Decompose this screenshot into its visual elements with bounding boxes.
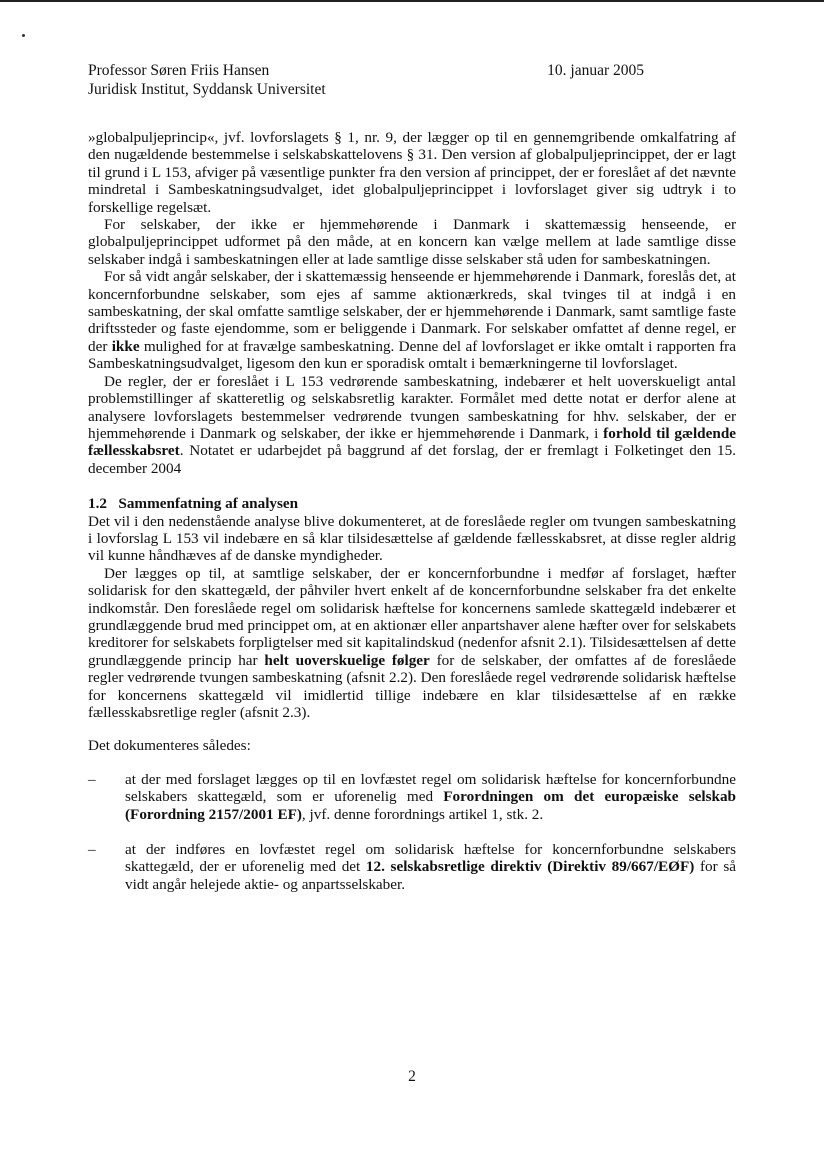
list-item [88, 841, 736, 893]
paragraph-text: . Notatet er udarbejdet på baggrund af det forslag, der er fremlagt i Folketinget den 15. december 2004 [88, 442, 736, 477]
paragraph-text: Der lægges op til, at samtlige selskaber, der er koncernforbundne i medfør af forslaget, hæfter solidarisk for den skattegæld, der påhviler hvert enkelt af de koncernforbundne selskaber fra det enkelte indkomstår. Den foreslåede regel om solidarisk hæftelse for koncernens samlede skattegæld indebærer et grundlæggende brud med princippet om, at en aktionær eller anpartshaver alene hæfter over for selskabets kreditorer for selskabets forpligtelser med sit kapitalindskud (nedenfor afsnit 2.1). Tilsidesættelsen af dette grundlæggende princip har [88, 564, 736, 669]
paragraph [88, 268, 736, 372]
list-item [88, 771, 736, 823]
emphasis-text: forhold til gældende fællesskabsret [88, 424, 737, 460]
emphasis-text: helt uoverskuelige følger [264, 651, 430, 669]
scan-border-line [0, 0, 824, 2]
paragraph [88, 565, 736, 722]
paragraph: For selskaber, der ikke er hjemmehørende i Danmark i skattemæssig henseende, er globalpuljeprincippet udformet på den måde, at en koncern kan vælge mellem at lade samtlige disse selskaber indgå i sambeskatningen eller at lade samtlige disse selskaber stå uden for sambeskatningen. [88, 216, 736, 268]
list-item-text: at der med forslaget lægges op til en lovfæstet regel om solidarisk hæftelse for koncernforbundne selskabers skattegæld, som er uforenelig med [125, 770, 736, 806]
section-heading: 1.2 Sammenfatning af analysen [88, 495, 299, 513]
page-header [88, 61, 736, 99]
document-body [88, 129, 736, 911]
bullet-list [88, 771, 736, 893]
dash-marker: – [88, 841, 96, 859]
paragraph: Det dokumenteres således: [88, 737, 251, 755]
emphasis-text: 12. selskabsretlige direktiv (Direktiv 89/667/EØF) [365, 858, 695, 876]
emphasis-text: ikke [111, 337, 140, 355]
list-item-text: for så vidt angår helejede aktie- og anpartsselskaber. [125, 858, 736, 893]
paragraph: Det vil i den nedenstående analyse blive dokumenteret, at de foreslåede regler om tvungen sambeskatning i lovforslag L 153 vil indebære en så klar tilsidesættelse af gældende fællesskabsret, at disse regler aldrig vil kunne håndhæves af de danske myndigheder. [88, 512, 736, 565]
paragraph-text: De regler, der er foreslået i L 153 vedrørende sambeskatning, indebærer et helt uoverskueligt antal problemstillinger af skatteretlig og selskabsretlig karakter. Formålet med dette notat er derfor alene at analysere lovforslagets bestemmelser vedrørende tvungen sambeskatning for hhv. selskaber, der er hjemmehørende i Danmark og selskaber, der ikke er hjemmehørende i Danmark, i [88, 372, 736, 442]
list-item-text: at der indføres en lovfæstet regel om solidarisk hæftelse for koncernforbundne selskabers skattegæld, der er uforenelig med det [125, 841, 736, 876]
document-date: 10. januar 2005 [547, 62, 644, 79]
paragraph [88, 373, 736, 477]
paragraph-text: mulighed for at fravælge sambeskatning. Denne del af lovforslaget er ikke omtalt i rapporten fra Sambeskatningsudvalget, ligesom den kun er sporadisk omtalt i bemærkningerne til lovforslaget. [88, 337, 736, 373]
page-number: 2 [408, 1068, 416, 1085]
institution-name: Juridisk Institut, Syddansk Universitet [88, 81, 326, 98]
paragraph: »globalpuljeprincip«, jvf. lovforslagets § 1, nr. 9, der lægger op til en gennemgribende omkalfatring af den nugældende bestemmelse i selskabskattelovens § 31. Den version af globalpuljeprincippet, der er lagt til grund i L 153, afviger på væsentlige punkter fra den version af princippet, der er foreslået af det nævnte mindretal i Sambeskatningsudvalget, idet globalpuljeprincippet i lovforslaget giver sig udtryk i to forskellige regelsæt. [88, 129, 736, 216]
dash-marker: – [88, 770, 96, 788]
list-item-text: , jvf. denne forordnings artikel 1, stk. 2. [301, 805, 544, 823]
emphasis-text: Forordningen om det europæiske selskab (Forordning 2157/2001 EF) [125, 788, 736, 823]
paragraph-text: For så vidt angår selskaber, der i skattemæssig henseende er hjemmehørende i Danmark, foreslås det, at koncernforbundne selskaber, som ejes af samme aktionærkreds, skal tvinges til at indgå i en sambeskatning, der skal omfatte samtlige selskaber, der er hjemmehørende i Danmark, samt samtlige faste driftssteder og faste ejendomme, som er beliggende i Danmark. For selskaber omfattet af denne regel, er der [88, 268, 736, 355]
paragraph-text: for de selskaber, der omfattes af de foreslåede regler vedrørende tvungen sambeskatning (afsnit 2.2). Den foreslåede regel vedrørende solidarisk hæftelse for koncernens skattegæld vil imidlertid tillige indebære en klar tilsidesættelse af en række fællesskabsretlige regler (afsnit 2.3). [88, 651, 736, 721]
scan-speck [22, 34, 25, 37]
author-name: Professor Søren Friis Hansen [88, 62, 270, 79]
